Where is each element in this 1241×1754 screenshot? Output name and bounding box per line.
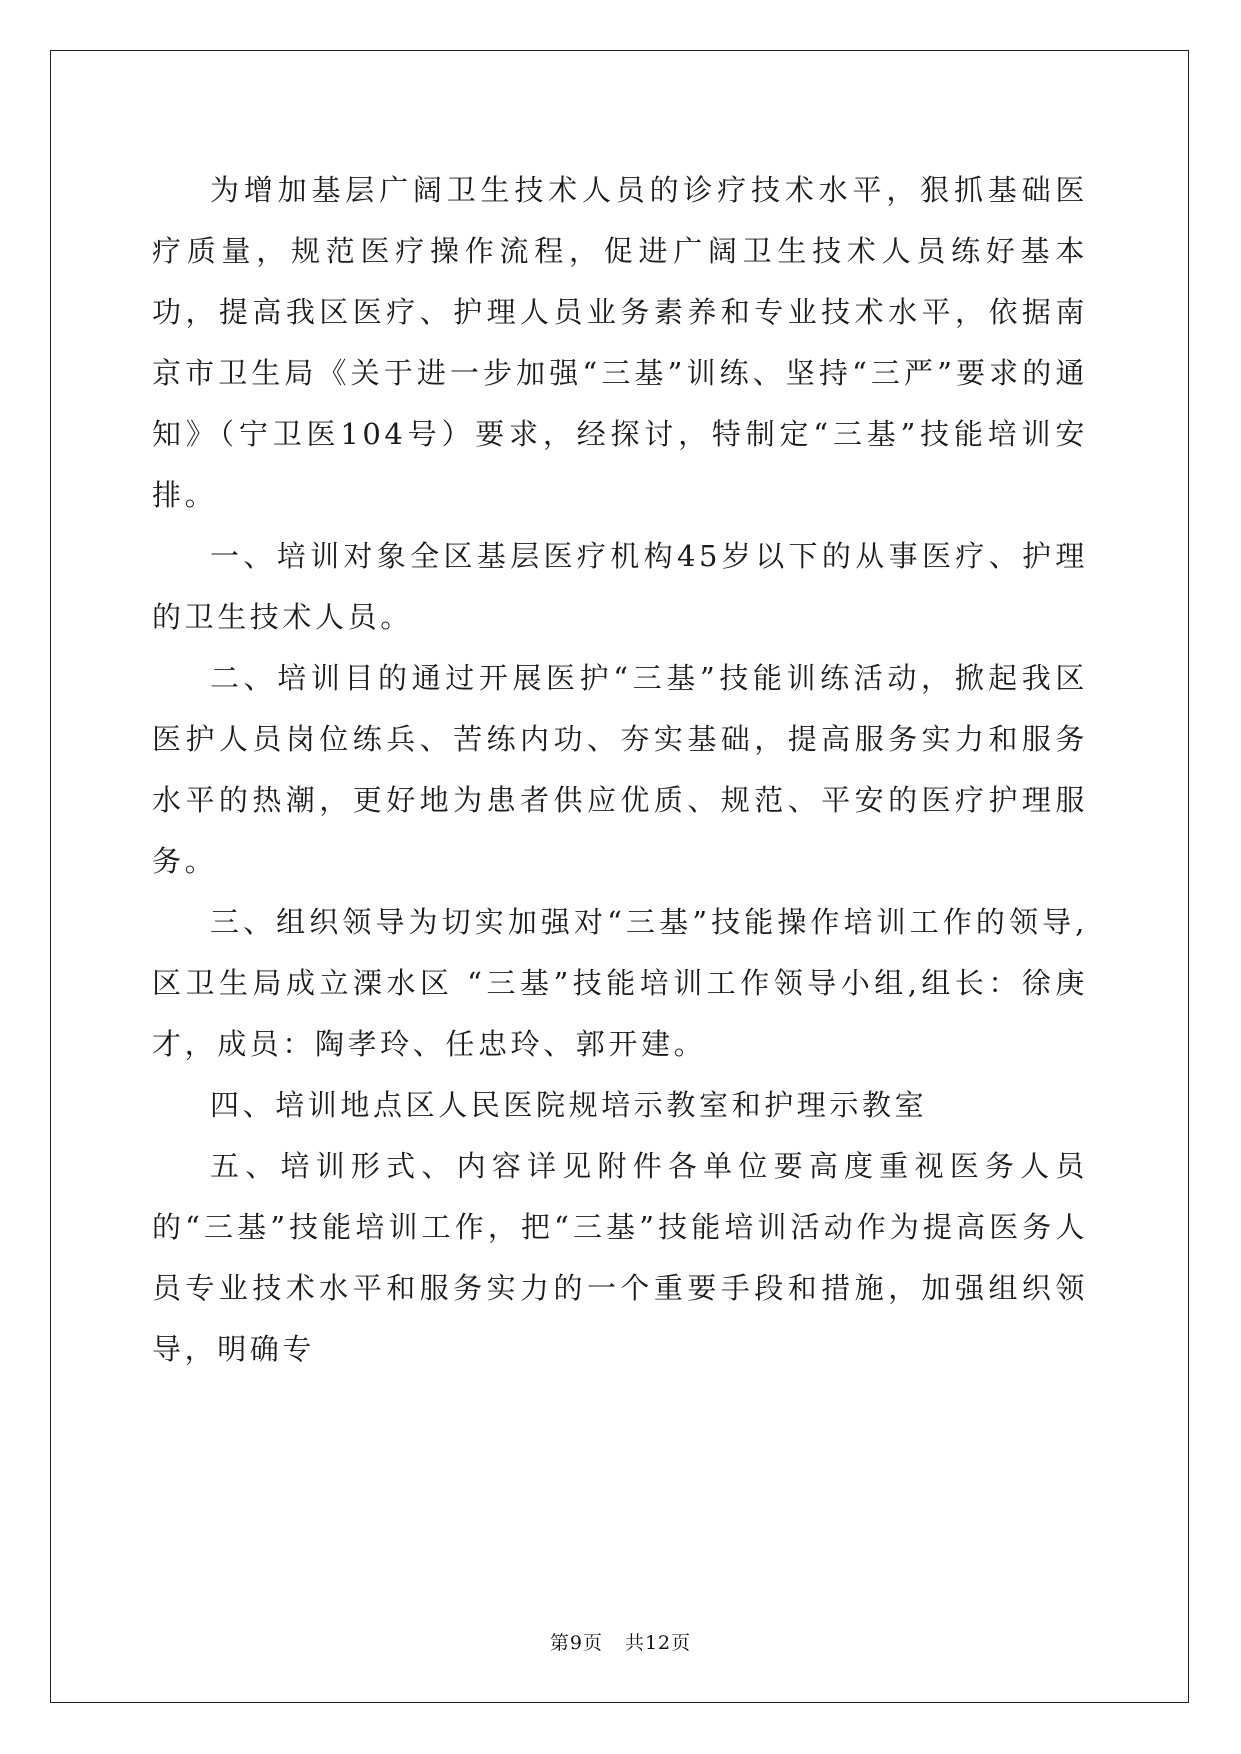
paragraph-section-2: 二、培训目的通过开展医护“三基”技能训练活动，掀起我区医护人员岗位练兵、苦练内功、夯实基础，提高服务实力和服务水平的热潮，更好地为患者供应优质、规范、平安的医疗护理服务。 [152, 661, 1088, 878]
page-footer [0, 1628, 1241, 1655]
page-number-total: 共12页 [624, 1632, 692, 1654]
page-number-current: 第9页 [549, 1632, 603, 1654]
paragraph-section-5: 五、培训形式、内容详见附件各单位要高度重视医务人员的“三基”技能培训工作，把“三基”技能培训活动作为提高医务人员专业技术水平和服务实力的一个重要手段和措施，加强组织领导，明确专 [152, 1149, 1088, 1366]
document-body [152, 160, 1088, 1380]
paragraph-intro: 为增加基层广阔卫生技术人员的诊疗技术水平，狠抓基础医疗质量，规范医疗操作流程，促进广阔卫生技术人员练好基本功，提高我区医疗、护理人员业务素养和专业技术水平，依据南京市卫生局《关于进一步加强“三基”训练、坚持“三严”要求的通知》（宁卫医104号）要求，经探讨，特制定“三基”技能培训安排。 [152, 173, 1088, 512]
paragraph-section-1: 一、培训对象全区基层医疗机构45岁以下的从事医疗、护理的卫生技术人员。 [152, 539, 1088, 634]
paragraph-section-4: 四、培训地点区人民医院规培示教室和护理示教室 [210, 1088, 928, 1122]
paragraph-section-3: 三、组织领导为切实加强对“三基”技能操作培训工作的领导,区卫生局成立溧水区 “三基”技能培训工作领导小组,组长：徐庚才，成员：陶孝玲、任忠玲、郭开建。 [152, 905, 1088, 1061]
